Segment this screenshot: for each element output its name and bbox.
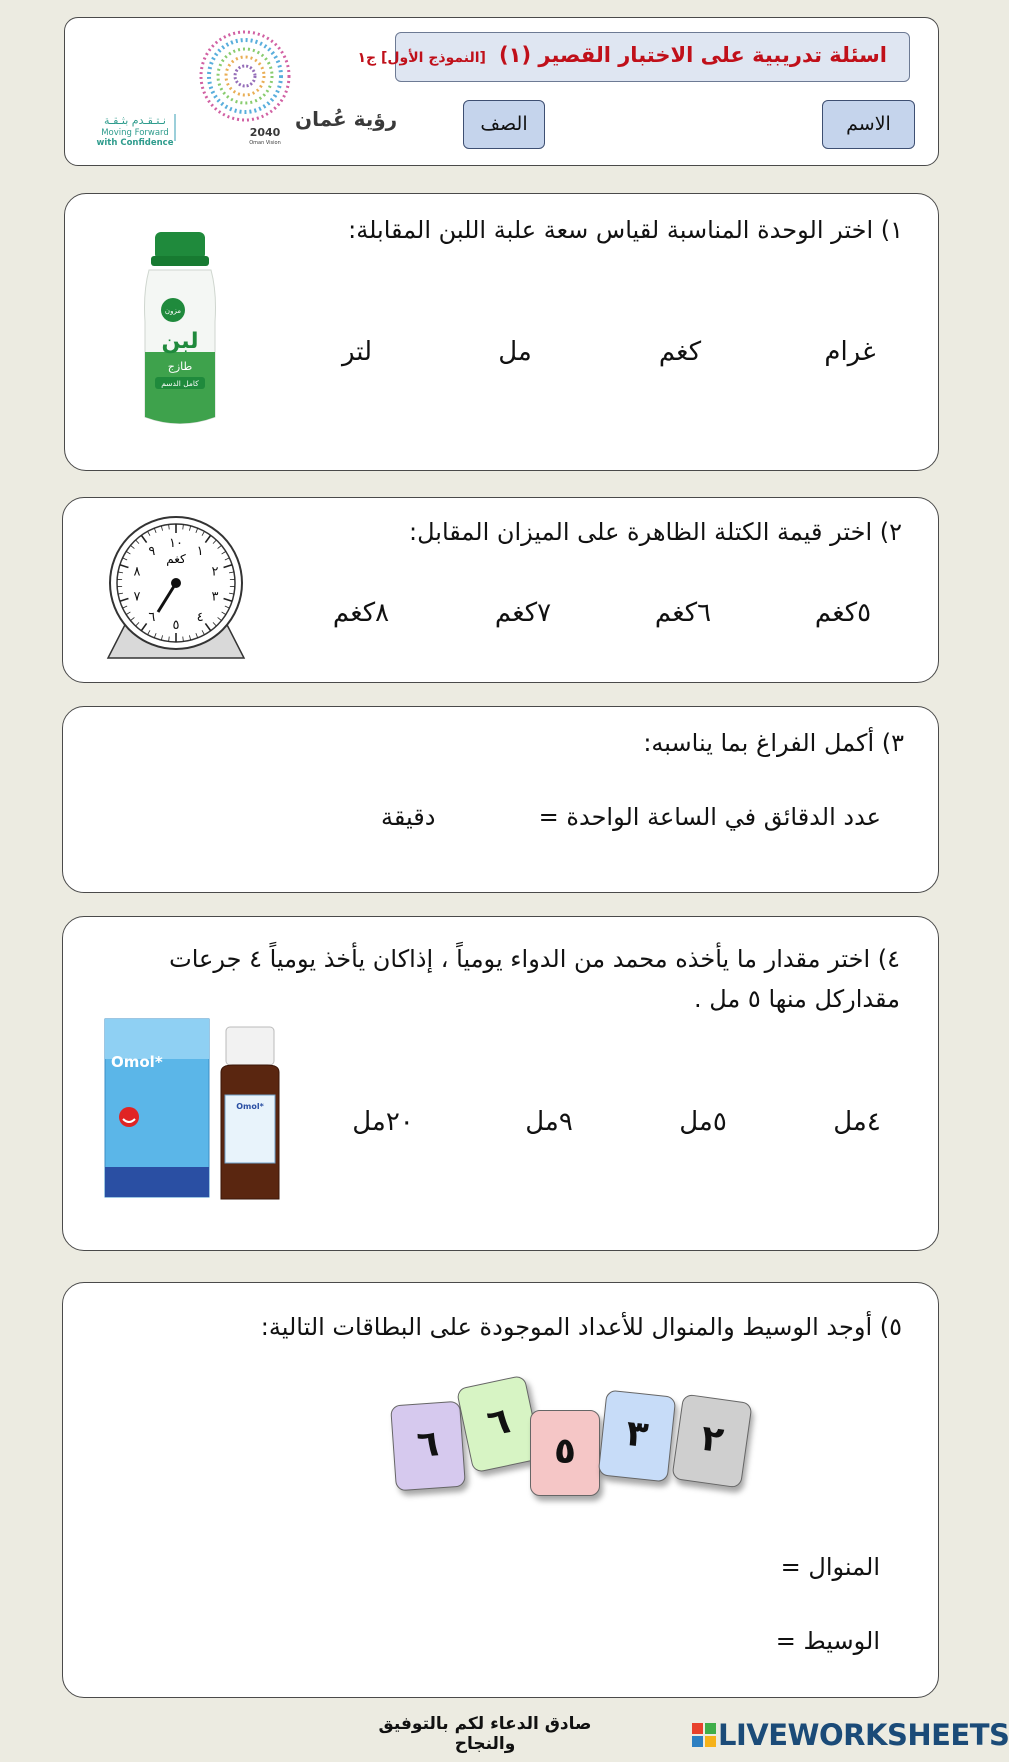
svg-text:طازج: طازج [167,360,193,373]
title-text: اسئلة تدريبية على الاختبار القصير (١) [499,43,887,67]
q4-option-4ml[interactable]: ٤مل [833,1107,881,1137]
svg-text:كغم: كغم [166,552,186,566]
question-3-unit: دقيقة [381,803,436,831]
mode-label: المنوال = [780,1553,880,1581]
svg-text:Omol*: Omol* [111,1053,163,1071]
q2-option-8kg[interactable]: ٨كغم [332,598,390,628]
dial-number: ٩ [148,543,156,559]
svg-text:لبن: لبن [161,329,199,354]
question-5-card [62,1282,939,1698]
question-2-prompt: ٢) اختر قيمة الكتلة الظاهرة على الميزان المقابل: [409,518,902,546]
median-answer-input[interactable] [603,1619,823,1659]
dial-number: ٦ [148,610,156,626]
slogan-en2: with Confidence [96,138,174,148]
slogan-ar: نـتـقـدم بثـقـة [104,114,166,127]
question-3-prompt: ٣) أكمل الفراغ بما يناسبه: [643,729,904,757]
number-card: ٢ [671,1394,752,1489]
question-5-prompt: ٥) أوجد الوسيط والمنوال للأعداد الموجودة على البطاقات التالية: [260,1313,902,1341]
q4-option-9ml[interactable]: ٩مل [525,1107,573,1137]
footer-wish: صادق الدعاء لكم بالتوفيق والنجاح [378,1714,592,1754]
class-field-button[interactable] [463,100,545,149]
slogan-en1: Moving Forward [101,128,169,138]
question-3-card [62,706,939,893]
brand-text: LIVEWORKSHEETS [718,1718,1009,1752]
q1-option-liter[interactable]: لتر [341,337,373,367]
question-4-prompt-line2: مقداركل منها ٥ مل . [694,985,900,1013]
class-label: الصف [480,113,528,135]
question-3-statement: عدد الدقائق في الساعة الواحدة = [538,803,881,831]
scale-dial-image [101,513,251,668]
q2-option-5kg[interactable]: ٥كغم [814,598,872,628]
liveworksheets-brand[interactable] [692,1715,1009,1755]
q1-option-ml[interactable]: مل [498,337,532,367]
dial-number: ٧ [133,589,141,605]
q3-answer-input[interactable] [428,797,548,837]
vision-swirl-icon [201,32,289,120]
question-2-card [62,497,939,683]
liveworksheets-icon [692,1723,716,1747]
q4-option-20ml[interactable]: ٢٠مل [352,1107,414,1137]
dial-number: ٨ [133,564,141,580]
oman-vision-logo [95,26,398,151]
worksheet-title [357,32,910,82]
number-card: ٦ [456,1375,542,1474]
medicine-image [103,1017,303,1207]
svg-text:مزون: مزون [164,307,182,315]
subtitle-text: [النموذج الأول] ج١ [357,50,486,66]
svg-text:Omol*: Omol* [236,1102,264,1111]
q2-option-6kg[interactable]: ٦كغم [654,598,712,628]
number-card: ٦ [390,1401,466,1492]
dial-number: ٥ [172,618,180,633]
name-label: الاسم [846,113,891,135]
q1-option-kg[interactable]: كغم [658,337,702,367]
dial-number: ١ [196,543,204,559]
question-1-prompt: ١) اختر الوحدة المناسبة لقياس سعة علبة اللبن المقابلة: [348,216,903,244]
milk-bottle-image [135,232,225,432]
dial-number: ١٠ [169,536,183,551]
question-4-prompt-line1: ٤) اختر مقدار ما يأخذه محمد من الدواء يومياً ، إذاكان يأخذ يومياً ٤ جرعات [169,945,900,973]
svg-text:كامل الدسم: كامل الدسم [161,379,199,388]
mode-answer-input[interactable] [603,1545,823,1585]
q4-option-5ml[interactable]: ٥مل [679,1107,727,1137]
question-1-card [64,193,939,471]
dial-number: ٢ [211,564,219,580]
logo-year: 2040 [249,126,281,139]
number-card: ٥ [530,1410,600,1496]
question-4-card [62,916,939,1251]
name-field-button[interactable] [822,100,915,149]
logo-sub: Oman Vision [249,140,281,146]
q2-option-7kg[interactable]: ٧كغم [494,598,552,628]
median-label: الوسيط = [775,1627,880,1655]
dial-number: ٣ [211,589,219,605]
q1-option-gram[interactable]: غرام [824,337,876,367]
dial-number: ٤ [196,610,204,626]
number-card: ٣ [598,1390,677,1483]
header-card [64,17,939,166]
logo-text: رؤية عُمان [295,107,398,131]
